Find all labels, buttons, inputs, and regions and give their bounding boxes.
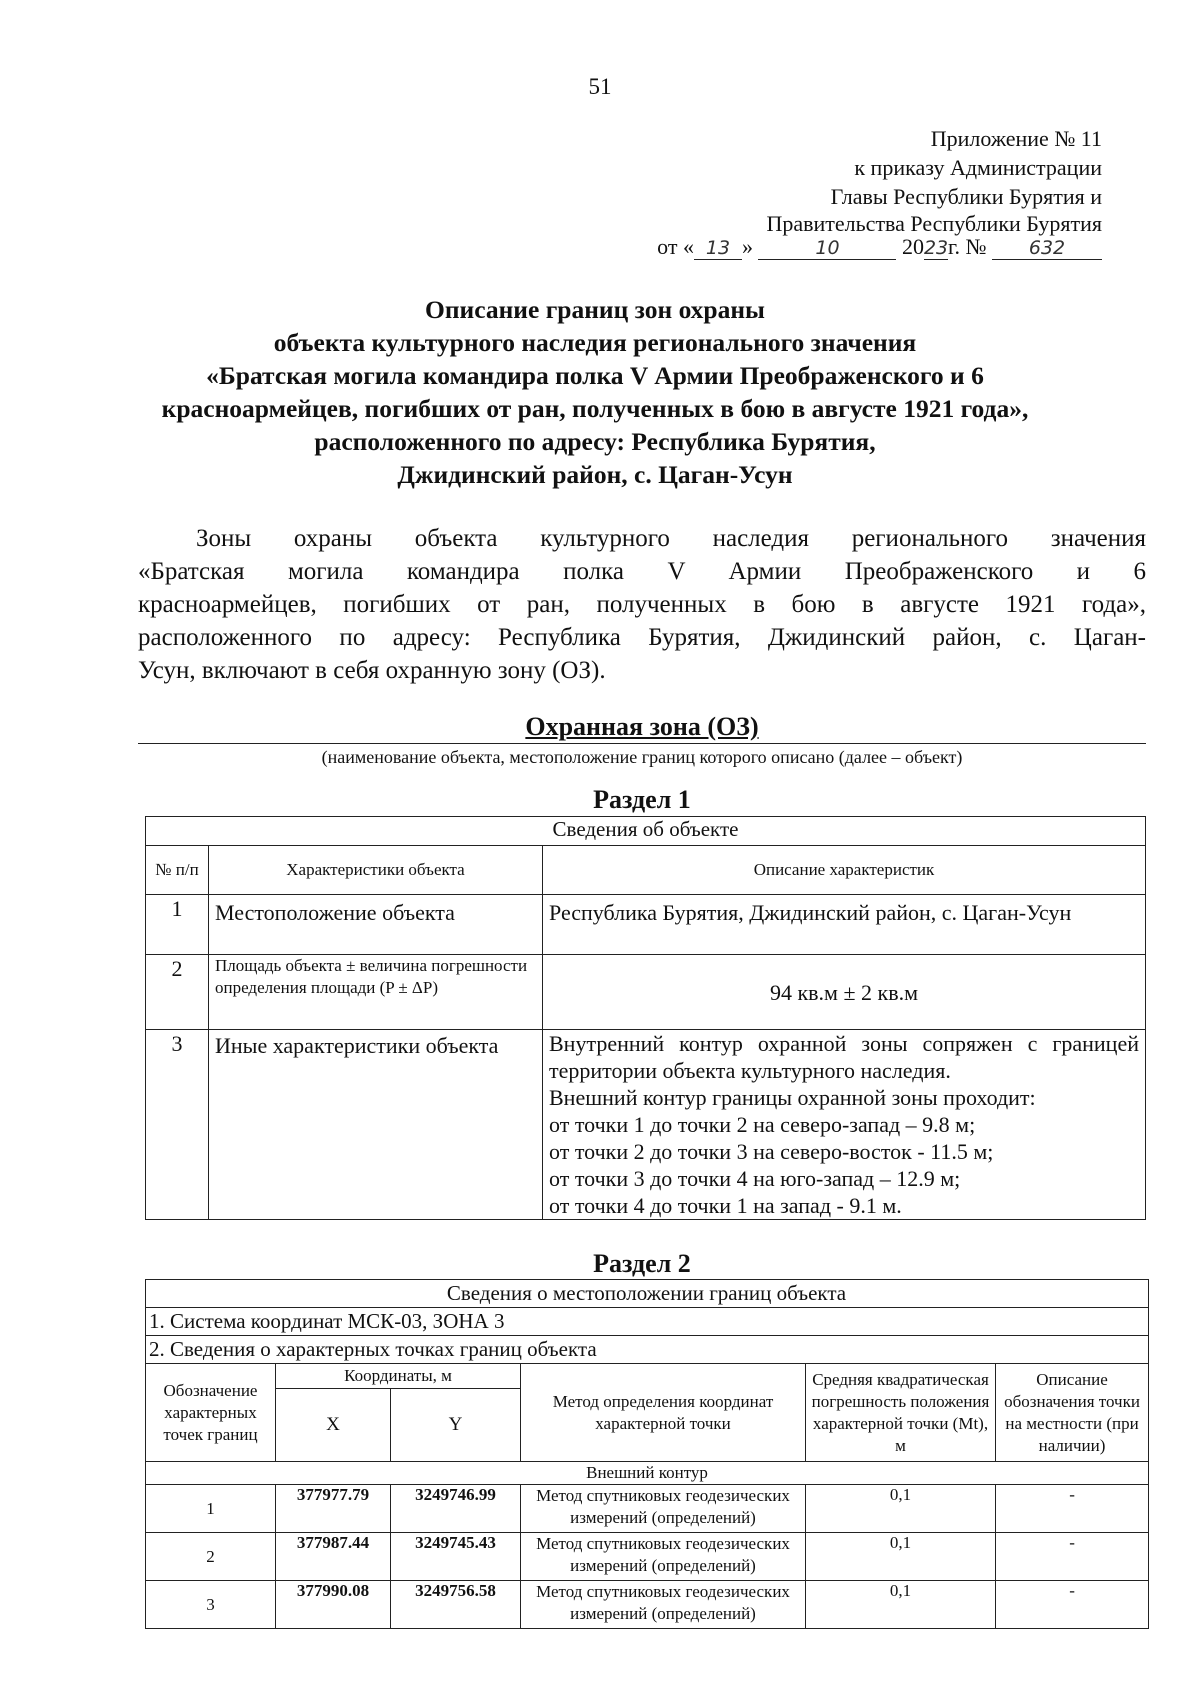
intro-line-1: Зоны охраны объекта культурного наследия регионального значения — [196, 525, 1146, 552]
date-year-suffix: г. № — [947, 234, 987, 259]
title-line-4: красноармейцев, погибших от ран, полученных в бою в августе 1921 года», — [161, 394, 1029, 423]
row3-desc-line-5: от точки 3 до точки 4 на юго-запад – 12.9 м; — [549, 1166, 961, 1191]
annex-line-4: Правительства Республики Бурятия — [766, 211, 1102, 236]
point1-y: 3249746.99 — [391, 1485, 521, 1533]
header-x: X — [276, 1389, 391, 1462]
point2-id: 2 — [146, 1533, 276, 1581]
row3-desc-line-1: Внутренний контур охранной зоны сопряжен с границей территории объекта культурного наследия. — [549, 1031, 1139, 1083]
annex-line-3: Главы Республики Бурятия и — [830, 184, 1102, 209]
row2-num: 2 — [146, 955, 209, 1030]
header-y: Y — [391, 1389, 521, 1462]
zone-title: Охранная зона (ОЗ) — [525, 712, 759, 741]
intro-line-3: красноармейцев, погибших от ран, полученных в бою в августе 1921 года», — [138, 591, 1146, 618]
annex-date-line — [657, 234, 1102, 260]
table-row — [146, 1581, 1149, 1629]
title-line-1: Описание границ зон охраны — [425, 295, 765, 324]
point2-method: Метод спутниковых геодезических измерений (определений) — [521, 1533, 806, 1581]
table-row — [146, 1533, 1149, 1581]
header-num: № п/п — [146, 846, 209, 895]
annex-line-2: к приказу Администрации — [854, 155, 1102, 180]
header-char: Характеристики объекта — [209, 846, 543, 895]
point3-y: 3249756.58 — [391, 1581, 521, 1629]
header-desc: Описание характеристик — [543, 846, 1146, 895]
point2-x: 377987.44 — [276, 1533, 391, 1581]
header-error: Средняя квадратическая погрешность положения характерной точки (Mt), м — [806, 1364, 996, 1462]
row3-desc-line-6: от точки 4 до точки 1 на запад - 9.1 м. — [549, 1193, 902, 1218]
table-row — [146, 1030, 1146, 1220]
order-number: 632 — [992, 237, 1102, 260]
header-method: Метод определения координат характерной точки — [521, 1364, 806, 1462]
point2-description: - — [996, 1533, 1149, 1581]
point1-error: 0,1 — [806, 1485, 996, 1533]
row3-num: 3 — [146, 1030, 209, 1220]
date-day: 13 — [694, 237, 742, 260]
intro-paragraph — [138, 522, 1146, 687]
row3-char: Иные характеристики объекта — [209, 1030, 543, 1220]
section2-table — [145, 1279, 1149, 1629]
row1-desc: Республика Бурятия, Джидинский район, с. Цаган-Усун — [543, 895, 1146, 955]
zone-underline — [138, 743, 1146, 744]
row3-desc-line-3: от точки 1 до точки 2 на северо-запад – 9.8 м; — [549, 1112, 976, 1137]
table-row — [146, 895, 1146, 955]
point2-y: 3249745.43 — [391, 1533, 521, 1581]
table-row — [146, 955, 1146, 1030]
point3-id: 3 — [146, 1581, 276, 1629]
title-line-6: Джидинский район, с. Цаган-Усун — [397, 460, 793, 489]
date-prefix: от « — [657, 234, 694, 259]
row2-desc: 94 кв.м ± 2 кв.м — [543, 955, 1146, 1030]
section1-table — [145, 816, 1146, 1220]
date-year: 23 — [923, 237, 949, 259]
zone-note: (наименование объекта, местоположение границ которого описано (далее – объект) — [321, 747, 963, 767]
section2-title: Раздел 2 — [593, 1249, 691, 1278]
date-day-suffix: » — [741, 234, 753, 259]
header-coords: Координаты, м — [276, 1364, 521, 1389]
date-year-prefix: 20 — [901, 234, 924, 259]
section1-caption: Сведения об объекте — [146, 817, 1146, 846]
header-description: Описание обозначения точки на местности (при наличии) — [996, 1364, 1149, 1462]
points-caption: 2. Сведения о характерных точках границ объекта — [146, 1336, 1149, 1364]
coordinate-system: 1. Система координат МСК-03, ЗОНА 3 — [146, 1308, 1149, 1336]
row3-desc-line-4: от точки 2 до точки 3 на северо-восток - 11.5 м; — [549, 1139, 994, 1164]
row2-char: Площадь объекта ± величина погрешности определения площади (P ± ΔP) — [209, 955, 543, 1030]
title-line-5: расположенного по адресу: Республика Бурятия, — [314, 427, 876, 456]
table-row — [146, 1485, 1149, 1533]
point1-x: 377977.79 — [276, 1485, 391, 1533]
annex-line-1: Приложение № 11 — [930, 126, 1102, 151]
intro-line-4: расположенного по адресу: Республика Бурятия, Джидинский район, с. Цаган- — [138, 624, 1146, 651]
point1-description: - — [996, 1485, 1149, 1533]
contour-caption: Внешний контур — [146, 1462, 1149, 1485]
page-number: 51 — [588, 74, 612, 99]
point1-method: Метод спутниковых геодезических измерений (определений) — [521, 1485, 806, 1533]
document-title — [120, 293, 1070, 491]
section1-title: Раздел 1 — [593, 785, 691, 814]
intro-line-5: Усун, включают в себя охранную зону (ОЗ). — [138, 657, 606, 684]
point3-x: 377990.08 — [276, 1581, 391, 1629]
point3-description: - — [996, 1581, 1149, 1629]
row3-desc — [543, 1030, 1146, 1220]
point3-error: 0,1 — [806, 1581, 996, 1629]
section2-caption: Сведения о местоположении границ объекта — [146, 1280, 1149, 1308]
title-line-3: «Братская могила командира полка V Армии Преображенского и 6 — [206, 361, 984, 390]
title-line-2: объекта культурного наследия регионального значения — [273, 328, 917, 357]
row1-char: Местоположение объекта — [209, 895, 543, 955]
point2-error: 0,1 — [806, 1533, 996, 1581]
intro-line-2: «Братская могила командира полка V Армии Преображенского и 6 — [138, 558, 1146, 585]
row3-desc-line-2: Внешний контур границы охранной зоны проходит: — [549, 1085, 1036, 1110]
header-designation: Обозначение характерных точек границ — [146, 1364, 276, 1462]
point1-id: 1 — [146, 1485, 276, 1533]
date-month: 10 — [758, 237, 896, 260]
row1-num: 1 — [146, 895, 209, 955]
point3-method: Метод спутниковых геодезических измерений (определений) — [521, 1581, 806, 1629]
